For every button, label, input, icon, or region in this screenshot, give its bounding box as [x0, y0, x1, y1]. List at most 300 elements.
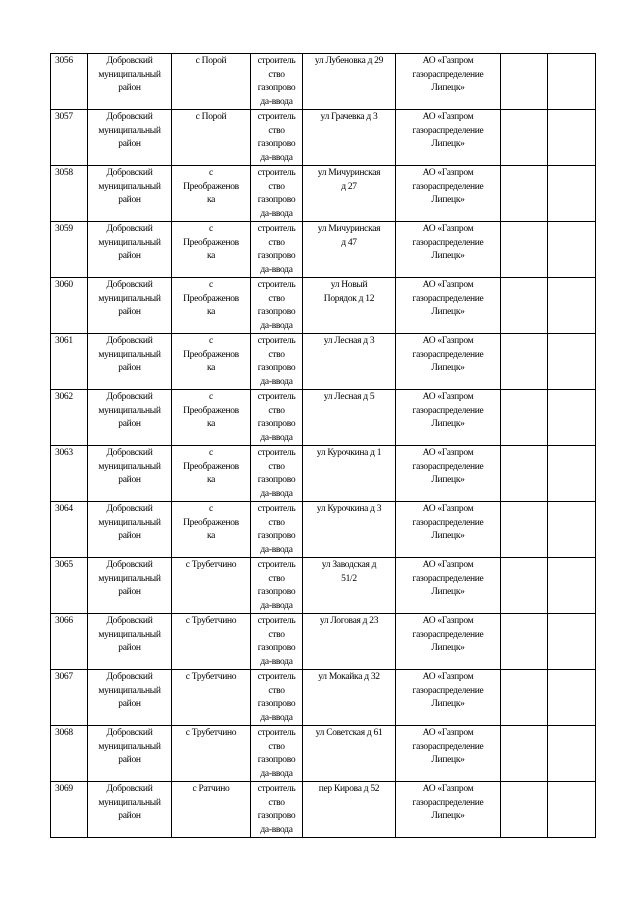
cell-operator-line: АО «Газпром — [422, 672, 474, 682]
table-row — [51, 670, 596, 726]
cell-work-type-line: да-ввода — [260, 320, 293, 331]
cell-settlement-line: с — [209, 168, 213, 178]
cell-settlement — [172, 222, 251, 278]
cell-settlement-line: с — [209, 280, 213, 290]
cell-operator-line: АО «Газпром — [422, 504, 474, 514]
cell-address-line: ул Мичуринская — [317, 224, 381, 234]
cell-work-type-line: ство — [268, 69, 285, 80]
cell-operator-line: АО «Газпром — [422, 112, 474, 122]
cell-settlement — [172, 390, 251, 446]
cell-address-line: д 47 — [341, 237, 357, 248]
cell-settlement-line: Преображенов — [183, 517, 239, 528]
cell-district-line: муниципальный — [98, 741, 161, 752]
cell-district-line: Добровский — [106, 728, 153, 738]
cell-operator — [396, 222, 501, 278]
cell-empty — [548, 670, 596, 726]
cell-operator-line: Липецк» — [431, 587, 465, 597]
cell-work-type-line: строитель — [257, 560, 296, 570]
cell-work-type-line: газопрово — [257, 531, 296, 541]
cell-work-type-line: да-ввода — [260, 432, 293, 443]
cell-empty — [501, 726, 548, 782]
cell-empty — [501, 166, 548, 222]
cell-work-type — [251, 670, 303, 726]
cell-work-type-line: да-ввода — [260, 768, 293, 779]
cell-operator-line: Липецк» — [431, 139, 465, 149]
cell-operator — [396, 782, 501, 838]
cell-work-type-line: ство — [268, 461, 285, 472]
cell-settlement-line: с — [209, 504, 213, 514]
cell-operator-line: Липецк» — [431, 251, 465, 261]
cell-address — [303, 502, 396, 558]
cell-work-type-line: газопрово — [257, 363, 296, 373]
cell-operator — [396, 446, 501, 502]
cell-address — [303, 558, 396, 614]
cell-district-line: Добровский — [106, 168, 153, 178]
cell-work-type-line: газопрово — [257, 587, 296, 597]
table-row — [51, 558, 596, 614]
cell-work-type-line: ство — [268, 629, 285, 640]
cell-work-type-line: да-ввода — [260, 152, 293, 163]
cell-district-line: Добровский — [106, 280, 153, 290]
cell-settlement-line: Преображенов — [183, 405, 239, 416]
cell-operator-line: АО «Газпром — [422, 56, 474, 66]
cell-number: 3058 — [51, 166, 88, 222]
cell-address — [303, 222, 396, 278]
cell-work-type-line: газопрово — [257, 307, 296, 317]
cell-empty — [501, 110, 548, 166]
cell-settlement-line: ка — [206, 419, 216, 429]
cell-address-line: д 27 — [341, 181, 357, 192]
cell-work-type-line: ство — [268, 741, 285, 752]
cell-number: 3060 — [51, 278, 88, 334]
cell-settlement-line: Преображенов — [183, 237, 239, 248]
cell-district — [88, 446, 172, 502]
cell-address — [303, 614, 396, 670]
cell-empty — [548, 614, 596, 670]
cell-work-type-line: строитель — [257, 784, 296, 794]
cell-district-line: район — [118, 83, 141, 93]
cell-address-line: ул Грачевка д 3 — [320, 112, 378, 122]
cell-district — [88, 166, 172, 222]
cell-address — [303, 166, 396, 222]
cell-address-line: ул Новый — [330, 280, 368, 290]
cell-district-line: район — [118, 139, 141, 149]
cell-work-type-line: да-ввода — [260, 656, 293, 667]
cell-work-type — [251, 558, 303, 614]
cell-district-line: район — [118, 587, 141, 597]
cell-settlement — [172, 110, 251, 166]
cell-work-type-line: ство — [268, 573, 285, 584]
cell-empty — [548, 502, 596, 558]
cell-district — [88, 726, 172, 782]
cell-district-line: Добровский — [106, 112, 153, 122]
table-body — [51, 54, 596, 838]
cell-work-type-line: газопрово — [257, 755, 296, 765]
cell-address-line: 51/2 — [341, 573, 357, 584]
cell-work-type — [251, 390, 303, 446]
cell-operator-line: газораспределение — [412, 69, 484, 80]
cell-operator — [396, 110, 501, 166]
cell-empty — [501, 782, 548, 838]
table-row — [51, 110, 596, 166]
cell-address-line: ул Лубеновка д 29 — [314, 56, 384, 66]
cell-settlement — [172, 166, 251, 222]
cell-address-line: Порядок д 12 — [323, 293, 375, 304]
cell-address-line: ул Логовая д 23 — [319, 616, 379, 626]
cell-operator-line: Липецк» — [431, 755, 465, 765]
cell-settlement — [172, 782, 251, 838]
cell-empty — [548, 110, 596, 166]
table-row — [51, 334, 596, 390]
cell-district-line: район — [118, 699, 141, 709]
cell-district — [88, 670, 172, 726]
cell-work-type-line: газопрово — [257, 699, 296, 709]
cell-operator-line: газораспределение — [412, 125, 484, 136]
cell-address — [303, 278, 396, 334]
cell-district — [88, 782, 172, 838]
cell-number: 3063 — [51, 446, 88, 502]
cell-settlement — [172, 54, 251, 110]
cell-operator-line: АО «Газпром — [422, 616, 474, 626]
cell-operator — [396, 726, 501, 782]
table-row — [51, 390, 596, 446]
cell-work-type — [251, 446, 303, 502]
cell-work-type-line: строитель — [257, 168, 296, 178]
cell-settlement-line: с Трубетчино — [185, 728, 237, 738]
cell-work-type — [251, 726, 303, 782]
cell-empty — [548, 446, 596, 502]
cell-empty — [548, 558, 596, 614]
table-row — [51, 222, 596, 278]
cell-work-type-line: строитель — [257, 56, 296, 66]
cell-district-line: Добровский — [106, 224, 153, 234]
cell-operator-line: АО «Газпром — [422, 224, 474, 234]
cell-address-line: ул Мокайка д 32 — [318, 672, 380, 682]
cell-settlement-line: с Трубетчино — [185, 672, 237, 682]
cell-work-type-line: газопрово — [257, 643, 296, 653]
cell-work-type — [251, 166, 303, 222]
cell-work-type-line: строитель — [257, 112, 296, 122]
cell-settlement-line: с — [209, 392, 213, 402]
cell-district-line: муниципальный — [98, 405, 161, 416]
table-row — [51, 502, 596, 558]
cell-district — [88, 390, 172, 446]
cell-settlement-line: ка — [206, 363, 216, 373]
cell-operator-line: газораспределение — [412, 573, 484, 584]
cell-address — [303, 334, 396, 390]
cell-work-type-line: строитель — [257, 336, 296, 346]
cell-settlement-line: Преображенов — [183, 181, 239, 192]
cell-address — [303, 110, 396, 166]
cell-district-line: Добровский — [106, 56, 153, 66]
cell-address-line: ул Мичуринская — [317, 168, 381, 178]
cell-district-line: Добровский — [106, 616, 153, 626]
cell-settlement-line: с Трубетчино — [185, 560, 237, 570]
cell-operator-line: газораспределение — [412, 181, 484, 192]
cell-district-line: муниципальный — [98, 461, 161, 472]
cell-work-type-line: да-ввода — [260, 712, 293, 723]
cell-work-type-line: газопрово — [257, 251, 296, 261]
cell-district-line: район — [118, 419, 141, 429]
cell-district — [88, 110, 172, 166]
cell-operator-line: газораспределение — [412, 741, 484, 752]
cell-district — [88, 558, 172, 614]
cell-operator-line: газораспределение — [412, 349, 484, 360]
cell-operator-line: АО «Газпром — [422, 728, 474, 738]
cell-work-type-line: строитель — [257, 616, 296, 626]
cell-work-type-line: да-ввода — [260, 600, 293, 611]
cell-operator-line: Липецк» — [431, 643, 465, 653]
cell-empty — [548, 278, 596, 334]
cell-operator — [396, 390, 501, 446]
cell-work-type — [251, 502, 303, 558]
table-row — [51, 54, 596, 110]
cell-work-type-line: ство — [268, 405, 285, 416]
table-row — [51, 166, 596, 222]
cell-number: 3069 — [51, 782, 88, 838]
cell-operator-line: газораспределение — [412, 797, 484, 808]
cell-district — [88, 278, 172, 334]
cell-number: 3066 — [51, 614, 88, 670]
cell-work-type — [251, 614, 303, 670]
cell-work-type — [251, 782, 303, 838]
cell-district-line: муниципальный — [98, 181, 161, 192]
cell-district-line: Добровский — [106, 672, 153, 682]
cell-settlement — [172, 558, 251, 614]
table-row — [51, 726, 596, 782]
cell-address — [303, 670, 396, 726]
cell-empty — [501, 670, 548, 726]
cell-settlement — [172, 334, 251, 390]
cell-operator-line: Липецк» — [431, 419, 465, 429]
cell-work-type-line: строитель — [257, 280, 296, 290]
cell-operator-line: газораспределение — [412, 461, 484, 472]
cell-operator-line: Липецк» — [431, 195, 465, 205]
cell-district-line: муниципальный — [98, 573, 161, 584]
cell-empty — [501, 502, 548, 558]
cell-operator — [396, 502, 501, 558]
cell-operator-line: АО «Газпром — [422, 560, 474, 570]
cell-district-line: район — [118, 755, 141, 765]
cell-district-line: Добровский — [106, 392, 153, 402]
cell-address-line: ул Лесная д 5 — [323, 392, 375, 402]
cell-work-type-line: ство — [268, 181, 285, 192]
cell-settlement-line: ка — [206, 251, 216, 261]
cell-address-line: ул Лесная д 3 — [323, 336, 375, 346]
cell-work-type — [251, 54, 303, 110]
cell-district-line: район — [118, 195, 141, 205]
cell-district — [88, 222, 172, 278]
cell-operator-line: АО «Газпром — [422, 280, 474, 290]
cell-operator-line: АО «Газпром — [422, 448, 474, 458]
cell-number: 3068 — [51, 726, 88, 782]
cell-address-line: пер Кирова д 52 — [318, 784, 380, 794]
cell-empty — [501, 390, 548, 446]
cell-work-type-line: ство — [268, 517, 285, 528]
cell-district-line: муниципальный — [98, 349, 161, 360]
cell-operator-line: газораспределение — [412, 517, 484, 528]
cell-work-type — [251, 278, 303, 334]
cell-work-type-line: ство — [268, 349, 285, 360]
cell-operator-line: АО «Газпром — [422, 392, 474, 402]
cell-work-type-line: ство — [268, 293, 285, 304]
cell-work-type-line: газопрово — [257, 83, 296, 93]
cell-settlement — [172, 614, 251, 670]
cell-address-line: ул Курочкина д 3 — [316, 504, 382, 514]
cell-empty — [501, 558, 548, 614]
cell-work-type-line: строитель — [257, 504, 296, 514]
cell-number: 3062 — [51, 390, 88, 446]
cell-address-line: ул Заводская д — [321, 560, 377, 570]
cell-operator-line: газораспределение — [412, 685, 484, 696]
cell-settlement-line: с Порой — [195, 112, 227, 122]
cell-district-line: Добровский — [106, 560, 153, 570]
cell-settlement-line: ка — [206, 195, 216, 205]
cell-operator-line: Липецк» — [431, 83, 465, 93]
cell-work-type-line: строитель — [257, 392, 296, 402]
cell-address-line: ул Советская д 61 — [315, 728, 383, 738]
cell-settlement — [172, 446, 251, 502]
cell-district — [88, 54, 172, 110]
cell-settlement-line: ка — [206, 307, 216, 317]
cell-settlement-line: с Порой — [195, 56, 227, 66]
cell-district-line: муниципальный — [98, 797, 161, 808]
cell-empty — [548, 782, 596, 838]
cell-operator — [396, 166, 501, 222]
cell-district — [88, 502, 172, 558]
cell-number: 3057 — [51, 110, 88, 166]
cell-empty — [548, 726, 596, 782]
cell-district — [88, 614, 172, 670]
cell-settlement-line: ка — [206, 531, 216, 541]
cell-operator-line: Липецк» — [431, 307, 465, 317]
cell-district-line: район — [118, 307, 141, 317]
cell-operator-line: газораспределение — [412, 293, 484, 304]
cell-work-type-line: строитель — [257, 728, 296, 738]
cell-operator-line: АО «Газпром — [422, 336, 474, 346]
cell-operator-line: газораспределение — [412, 629, 484, 640]
cell-work-type-line: газопрово — [257, 475, 296, 485]
cell-district-line: район — [118, 475, 141, 485]
cell-number: 3056 — [51, 54, 88, 110]
cell-work-type — [251, 222, 303, 278]
cell-settlement — [172, 278, 251, 334]
cell-settlement-line: Преображенов — [183, 293, 239, 304]
cell-number: 3061 — [51, 334, 88, 390]
cell-work-type — [251, 334, 303, 390]
cell-district-line: Добровский — [106, 784, 153, 794]
cell-number: 3064 — [51, 502, 88, 558]
cell-operator-line: газораспределение — [412, 237, 484, 248]
cell-district-line: район — [118, 363, 141, 373]
cell-district-line: район — [118, 251, 141, 261]
cell-operator — [396, 278, 501, 334]
cell-district — [88, 334, 172, 390]
cell-address — [303, 782, 396, 838]
cell-operator-line: Липецк» — [431, 363, 465, 373]
cell-operator-line: Липецк» — [431, 699, 465, 709]
cell-address — [303, 390, 396, 446]
cell-settlement-line: с Ратчино — [192, 784, 230, 794]
cell-work-type-line: да-ввода — [260, 488, 293, 499]
cell-settlement-line: ка — [206, 475, 216, 485]
cell-district-line: Добровский — [106, 448, 153, 458]
cell-work-type-line: строитель — [257, 448, 296, 458]
cell-settlement — [172, 502, 251, 558]
cell-operator — [396, 558, 501, 614]
cell-empty — [548, 334, 596, 390]
cell-district-line: муниципальный — [98, 685, 161, 696]
cell-district-line: район — [118, 811, 141, 821]
cell-operator-line: АО «Газпром — [422, 168, 474, 178]
table-row — [51, 446, 596, 502]
cell-work-type — [251, 110, 303, 166]
cell-operator-line: АО «Газпром — [422, 784, 474, 794]
cell-address — [303, 726, 396, 782]
cell-work-type-line: да-ввода — [260, 96, 293, 107]
cell-empty — [548, 54, 596, 110]
cell-empty — [501, 54, 548, 110]
cell-work-type-line: ство — [268, 797, 285, 808]
table-row — [51, 614, 596, 670]
cell-work-type-line: газопрово — [257, 811, 296, 821]
cell-empty — [501, 614, 548, 670]
cell-work-type-line: да-ввода — [260, 544, 293, 555]
cell-district-line: муниципальный — [98, 629, 161, 640]
cell-district-line: муниципальный — [98, 293, 161, 304]
cell-district-line: муниципальный — [98, 237, 161, 248]
cell-district-line: муниципальный — [98, 125, 161, 136]
cell-operator-line: Липецк» — [431, 531, 465, 541]
cell-operator — [396, 54, 501, 110]
cell-empty — [501, 334, 548, 390]
cell-district-line: муниципальный — [98, 69, 161, 80]
cell-empty — [501, 446, 548, 502]
cell-address — [303, 446, 396, 502]
cell-operator-line: газораспределение — [412, 405, 484, 416]
cell-settlement-line: с — [209, 336, 213, 346]
cell-district-line: Добровский — [106, 336, 153, 346]
cell-work-type-line: да-ввода — [260, 824, 293, 835]
cell-number: 3067 — [51, 670, 88, 726]
cell-operator — [396, 670, 501, 726]
cell-work-type-line: строитель — [257, 672, 296, 682]
cell-work-type-line: да-ввода — [260, 264, 293, 275]
cell-work-type-line: газопрово — [257, 195, 296, 205]
cell-district-line: муниципальный — [98, 517, 161, 528]
cell-work-type-line: да-ввода — [260, 208, 293, 219]
cell-settlement — [172, 670, 251, 726]
cell-work-type-line: строитель — [257, 224, 296, 234]
cell-work-type-line: ство — [268, 685, 285, 696]
cell-work-type-line: да-ввода — [260, 376, 293, 387]
cell-number: 3059 — [51, 222, 88, 278]
cell-work-type-line: газопрово — [257, 419, 296, 429]
cell-operator — [396, 614, 501, 670]
gas-pipeline-registry-table — [50, 53, 596, 838]
cell-address — [303, 54, 396, 110]
table-row — [51, 782, 596, 838]
cell-settlement-line: Преображенов — [183, 461, 239, 472]
cell-empty — [548, 166, 596, 222]
cell-work-type-line: ство — [268, 237, 285, 248]
cell-work-type-line: газопрово — [257, 139, 296, 149]
cell-empty — [501, 222, 548, 278]
cell-district-line: Добровский — [106, 504, 153, 514]
table-row — [51, 278, 596, 334]
cell-operator-line: Липецк» — [431, 811, 465, 821]
cell-empty — [548, 222, 596, 278]
